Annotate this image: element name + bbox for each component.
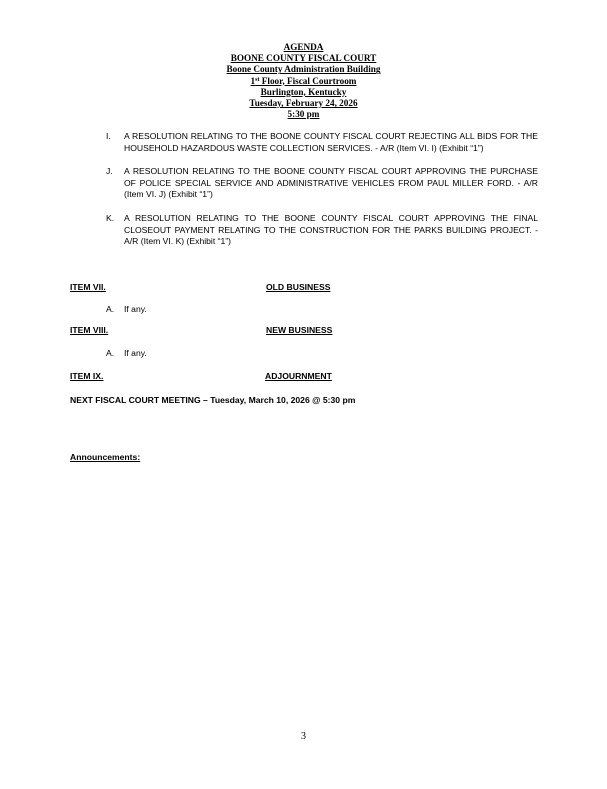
list-item [106, 213, 538, 248]
section-title: OLD BUSINESS [266, 282, 331, 292]
item-text: A RESOLUTION RELATING TO THE BOONE COUNTY FISCAL COURT REJECTING ALL BIDS FOR THE HOUSEHOLD HAZARDOUS WASTE COLLECTION SERVICES. - A/R (Item VI. I) (Exhibit “1”) [124, 131, 538, 153]
section-number: ITEM IX. [70, 371, 104, 381]
header-building: Boone County Administration Building [226, 64, 381, 75]
section-adjournment [70, 370, 540, 382]
item-text: A RESOLUTION RELATING TO THE BOONE COUNTY FISCAL COURT APPROVING THE PURCHASE OF POLICE SPECIAL SERVICE AND ADMINISTRATIVE VEHICLES FROM PAUL MILLER FORD. - A/R (Item VI. J) (Exhibit “1”) [124, 166, 538, 200]
section-title: ADJOURNMENT [265, 371, 332, 381]
header-city: Burlington, Kentucky [260, 86, 347, 97]
agenda-header [0, 42, 607, 120]
resolution-list [106, 131, 538, 260]
section-title: NEW BUSINESS [266, 325, 333, 335]
page-number: 3 [301, 731, 306, 742]
list-item [106, 131, 538, 154]
header-date: Tuesday, February 24, 2026 [249, 98, 358, 109]
list-item [106, 166, 538, 201]
header-court-name: BOONE COUNTY FISCAL COURT [230, 53, 377, 64]
announcements-heading: Announcements: [70, 452, 141, 462]
section-old-business [70, 281, 540, 293]
item-letter: I. [106, 131, 111, 141]
item-letter: J. [106, 166, 113, 177]
section-number: ITEM VII. [70, 282, 106, 292]
section-new-business [70, 324, 540, 336]
section-sub-item: A. If any. [106, 304, 147, 314]
header-time: 5:30 pm [287, 109, 320, 120]
header-floor: 1st Floor, Fiscal Courtroom [250, 75, 357, 86]
next-meeting: NEXT FISCAL COURT MEETING – Tuesday, March 10, 2026 @ 5:30 pm [70, 395, 356, 405]
section-number: ITEM VIII. [70, 325, 109, 335]
item-letter: K. [106, 212, 115, 223]
header-agenda: AGENDA [283, 42, 324, 52]
item-text: A RESOLUTION RELATING TO THE BOONE COUNTY FISCAL COURT APPROVING THE FINAL CLOSEOUT PAYMENT RELATING TO THE CONSTRUCTION FOR THE PARKS BUILDING PROJECT. - A/R (Item VI. K) (Exhibit “1”) [124, 212, 538, 247]
section-sub-item: A. If any. [106, 348, 147, 358]
